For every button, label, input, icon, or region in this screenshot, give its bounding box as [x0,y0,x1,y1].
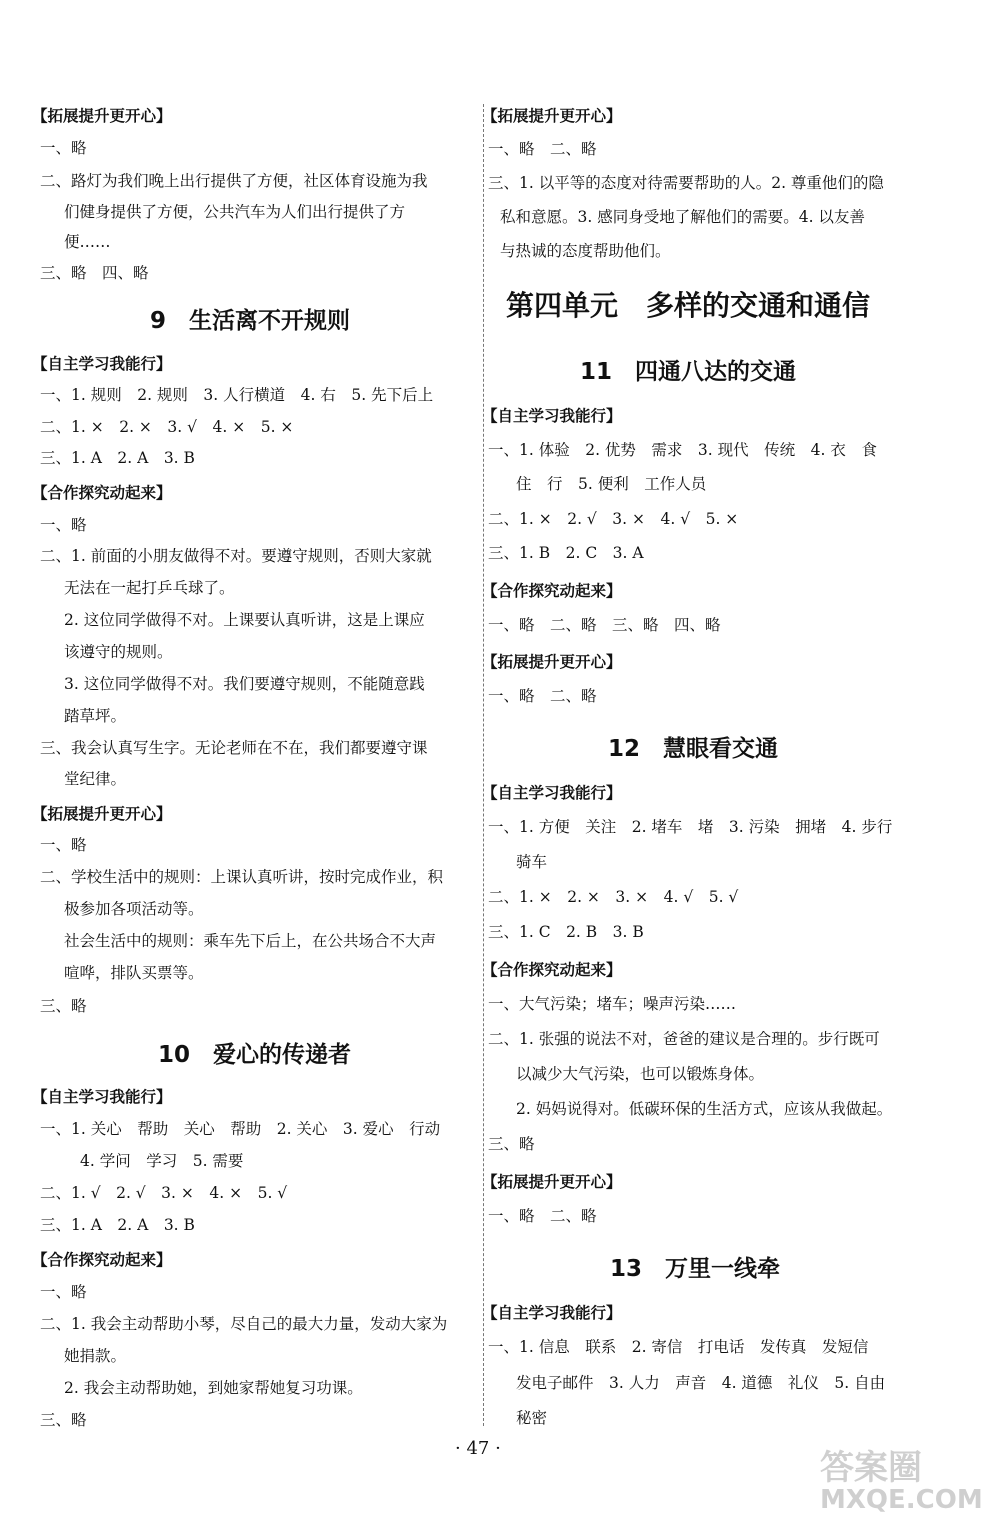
answer-line: 极参加各项活动等。 [64,900,204,918]
answer-line: 二、1. × 2. × 3. × 4. √ 5. √ [488,888,739,906]
answer-line: 发电子邮件 3. 人力 声音 4. 道德 礼仪 5. 自由 [516,1374,886,1392]
section-heading: 【拓展提升更开心】 [482,107,622,125]
answer-line: 一、1. 信息 联系 2. 寄信 打电话 发传真 发短信 [488,1338,869,1356]
answer-line: 一、大气污染；堵车；噪声污染…… [488,995,737,1013]
answer-line: 三、略 [488,1135,535,1153]
answer-line: 无法在一起打乒乓球了。 [64,579,235,597]
answer-line: 三、1. A 2. A 3. B [40,1216,195,1234]
section-heading: 【自主学习我能行】 [32,355,172,373]
answer-line: 三、1. A 2. A 3. B [40,449,195,467]
answer-line: 便…… [64,233,111,251]
answer-line: 私和意愿。3. 感同身受地了解他们的需要。4. 以友善 [500,208,865,226]
watermark-text: 答案圈 [820,1448,922,1488]
answer-line: 二、1. 前面的小朋友做得不对。要遵守规则，否则大家就 [40,547,432,565]
answer-line: 一、1. 体验 2. 优势 需求 3. 现代 传统 4. 衣 食 [488,441,877,459]
answer-line: 三、我会认真写生字。无论老师在不在，我们都要遵守课 [40,739,428,757]
answer-line: 二、学校生活中的规则：上课认真听讲，按时完成作业，积 [40,868,444,886]
answer-line: 二、1. × 2. √ 3. × 4. √ 5. × [488,510,739,528]
section-heading: 【合作探究动起来】 [32,484,172,502]
lesson-title: 11 四通八达的交通 [580,359,797,385]
answer-line: 一、略 [40,836,87,854]
answer-line: 二、1. × 2. × 3. √ 4. × 5. × [40,418,294,436]
section-heading: 【自主学习我能行】 [482,784,622,802]
answer-line: 三、1. B 2. C 3. A [488,544,644,562]
page-number: · 47 · [455,1438,501,1459]
answer-line: 社会生活中的规则：乘车先下后上，在公共场合不大声 [64,932,437,950]
answer-line: 们健身提供了方便，公共汽车为人们出行提供了方 [64,203,406,221]
section-heading: 【拓展提升更开心】 [32,107,172,125]
answer-line: 一、略 [40,139,87,157]
answer-line: 以减少大气污染，也可以锻炼身体。 [516,1065,765,1083]
answer-line: 二、1. 张强的说法不对，爸爸的建议是合理的。步行既可 [488,1030,880,1048]
answer-line: 骑车 [516,853,548,871]
answer-line: 2. 这位同学做得不对。上课要认真听讲，这是上课应 [64,611,425,629]
answer-line: 二、1. √ 2. √ 3. × 4. × 5. √ [40,1184,288,1202]
lesson-title: 13 万里一线牵 [610,1256,781,1282]
answer-line: 三、略 [40,1411,87,1429]
section-heading: 【合作探究动起来】 [482,582,622,600]
answer-line: 该遵守的规则。 [64,643,173,661]
section-heading: 【拓展提升更开心】 [482,653,622,671]
answer-line: 3. 这位同学做得不对。我们要遵守规则，不能随意践 [64,675,425,693]
answer-line: 三、1. C 2. B 3. B [488,923,644,941]
answer-line: 三、1. 以平等的态度对待需要帮助的人。2. 尊重他们的隐 [488,174,884,192]
answer-line: 一、略 [40,516,87,534]
section-heading: 【拓展提升更开心】 [32,805,172,823]
answer-line: 二、1. 我会主动帮助小琴，尽自己的最大力量，发动大家为 [40,1315,448,1333]
answer-line: 堂纪律。 [64,770,127,788]
watermark-url: MXQE.COM [820,1485,983,1515]
answer-line: 一、1. 关心 帮助 关心 帮助 2. 关心 3. 爱心 行动 [40,1120,441,1138]
answer-line: 秘密 [516,1409,548,1427]
answer-line: 一、略 二、略 三、略 四、略 [488,616,721,634]
lesson-title: 10 爱心的传递者 [158,1042,352,1068]
answer-line: 三、略 [40,997,87,1015]
answer-line: 喧哗，排队买票等。 [64,964,204,982]
unit-title: 第四单元 多样的交通和通信 [506,289,871,322]
answer-line: 三、略 四、略 [40,264,149,282]
answer-line: 2. 我会主动帮助她，到她家帮她复习功课。 [64,1379,363,1397]
answer-line: 她捐款。 [64,1347,127,1365]
answer-line: 二、路灯为我们晚上出行提供了方便，社区体育设施为我 [40,172,428,190]
answer-line: 2. 妈妈说得对。低碳环保的生活方式，应该从我做起。 [516,1100,893,1118]
section-heading: 【自主学习我能行】 [482,1304,622,1322]
answer-line: 一、略 二、略 [488,687,597,705]
lesson-title: 12 慧眼看交通 [608,736,779,762]
answer-line: 一、略 二、略 [488,1207,597,1225]
answer-line: 一、1. 方便 关注 2. 堵车 堵 3. 污染 拥堵 4. 步行 [488,818,893,836]
section-heading: 【合作探究动起来】 [32,1251,172,1269]
column-divider [483,104,485,1426]
answer-line: 一、1. 规则 2. 规则 3. 人行横道 4. 右 5. 先下后上 [40,386,434,404]
answer-line: 与热诚的态度帮助他们。 [500,242,671,260]
answer-line: 住 行 5. 便利 工作人员 [516,475,707,493]
section-heading: 【合作探究动起来】 [482,961,622,979]
answer-line: 一、略 二、略 [488,140,597,158]
lesson-title: 9 生活离不开规则 [150,308,351,334]
answer-line: 踏草坪。 [64,707,127,725]
answer-line: 4. 学问 学习 5. 需要 [80,1152,244,1170]
answer-line: 一、略 [40,1283,87,1301]
watermark-logo [820,1440,983,1515]
section-heading: 【拓展提升更开心】 [482,1173,622,1191]
section-heading: 【自主学习我能行】 [482,407,622,425]
section-heading: 【自主学习我能行】 [32,1088,172,1106]
